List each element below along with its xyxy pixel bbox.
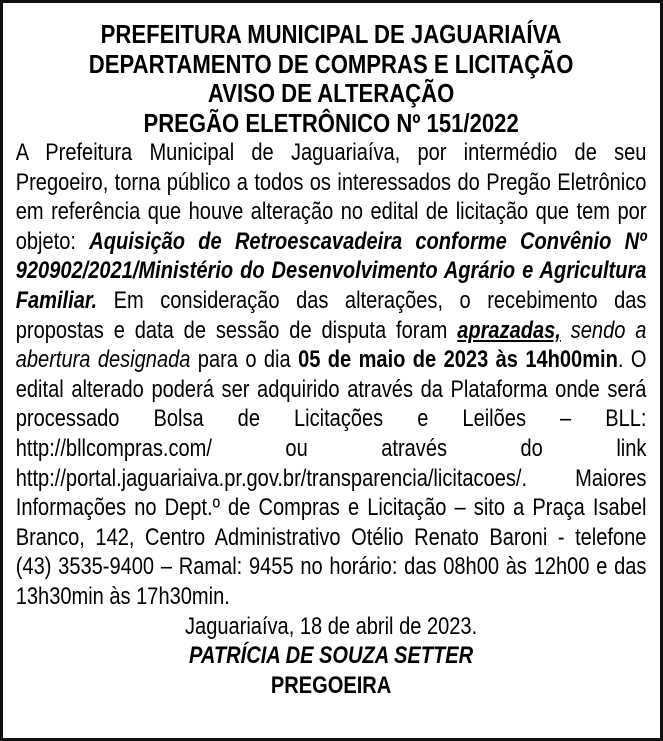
signature-name: PATRÍCIA DE SOUZA SETTER bbox=[189, 643, 474, 670]
body-text-run: . O edital alterado poderá ser adquirido através da Plataforma onde será processado Bolsa de Licitações e Leilões – BLL: http://bllcompras.com/ ou através do link http://portal.jaguariaiva.pr.gov.br/transparencia/licitacoes/. Maiores Informações no Dept.º de Compras e Licitação – sito a Praça Isabel Branco, 142, Centro Administrativo Otélio Renato Baroni - telefone (43) 3535-9400 – Ramal: 9455 no horário: das 08h00 às 12h00 e das 13h30min às 17h30min. bbox=[15, 347, 647, 610]
notice-footer bbox=[16, 613, 647, 702]
body-text-run: sendo a abertura designada bbox=[15, 317, 647, 374]
body-text-run: Aquisição de Retroescavadeira conforme Convênio Nº 920902/2021/Ministério do Desenvolvimento Agrário e Agricultura Familiar. bbox=[15, 228, 647, 314]
header-line-department: DEPARTAMENTO DE COMPRAS E LICITAÇÃO bbox=[88, 48, 574, 79]
body-text-run: Em consideração das alterações, o recebimento das propostas e data de sessão de disputa foram bbox=[15, 287, 647, 344]
signature-date-line: Jaguariaíva, 18 de abril de 2023. bbox=[185, 613, 478, 640]
body-text-run: A Prefeitura Municipal de Jaguariaíva, por intermédio de seu Pregoeiro, torna público a todos os interessados do Pregão Eletrônico em referência que houve alteração no edital de licitação que tem por objeto: bbox=[15, 140, 647, 255]
header-line-auction-number: PREGÃO ELETRÔNICO Nº 151/2022 bbox=[143, 107, 519, 138]
notice-content bbox=[3, 3, 659, 701]
body-text-run: aprazadas, bbox=[457, 317, 561, 344]
notice-header bbox=[16, 20, 647, 138]
body-text-run: para o dia bbox=[197, 347, 299, 374]
signature-role: PREGOEIRA bbox=[270, 672, 392, 699]
notice-body-paragraph bbox=[16, 139, 647, 613]
body-text-run: 05 de maio de 2023 às 14h00min bbox=[298, 347, 618, 374]
header-line-entity: PREFEITURA MUNICIPAL DE JAGUARIAÍVA bbox=[100, 19, 562, 49]
header-line-notice-type: AVISO DE ALTERAÇÃO bbox=[207, 78, 455, 108]
